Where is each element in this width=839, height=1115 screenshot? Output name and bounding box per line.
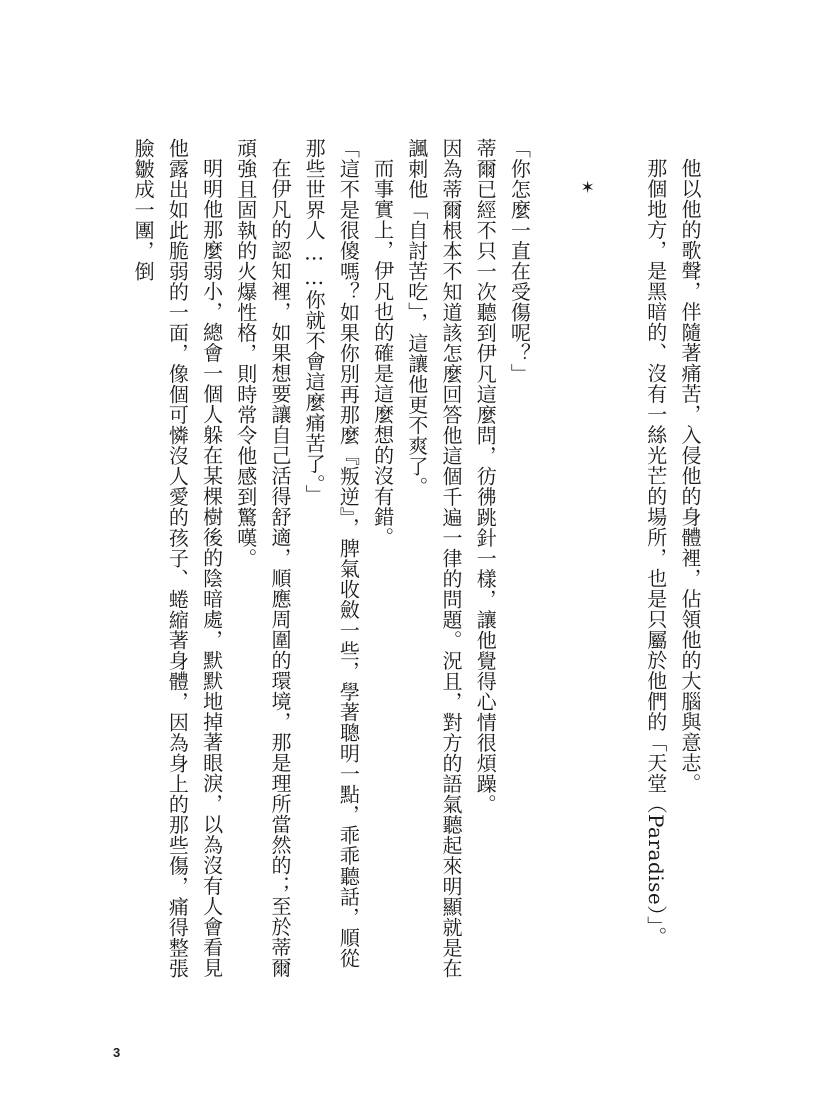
vertical-text-body	[126, 138, 707, 988]
paragraph-6: 而事實上，伊凡也的確是這麼想的沒有錯。	[370, 158, 395, 548]
blank-line	[605, 138, 639, 988]
blank-line	[536, 138, 570, 988]
paragraph-9: 明明他那麼弱小，總會一個人躲在某棵樹後的陰暗處，默默地掉著眼淚，以為沒有人會看見他露出如此脆弱的一面，像個可憐沒人愛的孩子、蜷縮著身體，因為身上的那些傷，痛得整張臉皺成一團，倒	[131, 138, 224, 979]
paragraph-2-suffix: ）」。	[643, 905, 668, 947]
page-number: 3	[113, 1045, 121, 1060]
paragraph-2-latin-word: Paradise	[643, 814, 668, 906]
paragraph-1: 他以他的歌聲，伴隨著痛苦，入侵他的身體裡，佔領他的大腦與意志。	[678, 158, 702, 794]
paragraph-2	[639, 138, 673, 988]
paragraph-8: 在伊凡的認知裡，如果想要讓自己活得舒適，順應周圍的環境，那是理所當然的；至於蒂爾頑強且固執的火爆性格，則時常令他感到驚嘆。	[233, 138, 292, 978]
section-separator-icon: ✶	[577, 178, 598, 199]
paragraph-3: 「你怎麼一直在受傷呢？」	[507, 138, 532, 384]
paragraph-2-prefix: 那個地方，是黑暗的、沒有一絲光芒的場所，也是只屬於他們的「天堂（	[643, 158, 668, 814]
paragraph-5: 因為蒂爾根本不知道該怎麼回答他這個千遍一律的問題。況且，對方的語氣聽起來明顯就是在諷刺他「自討苦吃」，這讓他更不爽了。	[404, 138, 463, 979]
paragraph-7: 「這不是很傻嗎？如果你別再那麼『叛逆』，脾氣收斂一些，學著聰明一點，乖乖聽話，順從那些世界人……你就不會這麼痛苦了。」	[302, 138, 361, 969]
paragraph-4: 蒂爾已經不只一次聽到伊凡這麼問，彷彿跳針一樣，讓他覺得心情很煩躁。	[473, 138, 498, 815]
